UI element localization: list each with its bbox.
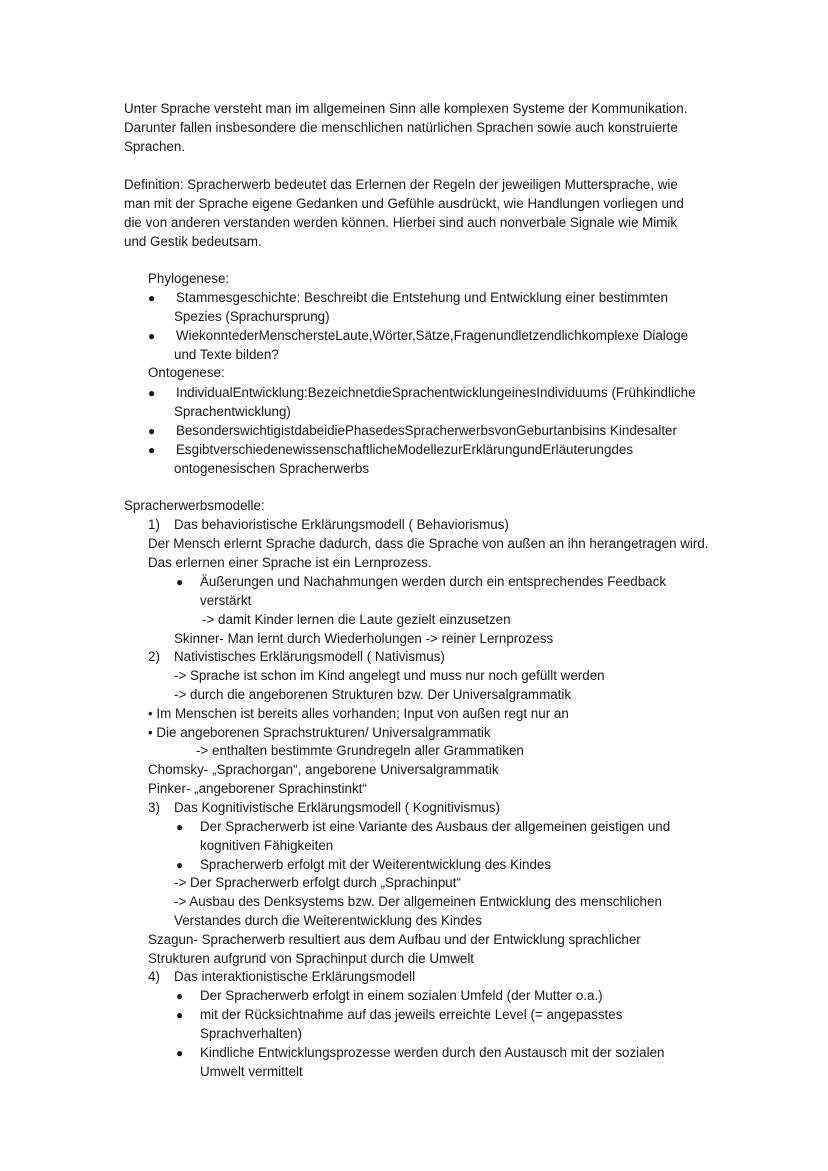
list-item: Spezies (Sprachursprung) (174, 309, 330, 324)
model-text: Chomsky- „Sprachorgan“, angeborene Universalgrammatik (148, 762, 499, 777)
bullet-icon: ● (148, 443, 156, 457)
bullet-icon: ● (176, 1008, 184, 1022)
list-item: mit der Rücksichtnahme auf das jeweils erreichte Level (= angepasstes (200, 1007, 623, 1022)
model-number: 3) (148, 800, 160, 815)
model-title: Das Kognitivistische Erklärungsmodell ( Kognitivismus) (174, 800, 500, 815)
list-item: verstärkt (200, 593, 252, 608)
list-item: Der Spracherwerb erfolgt in einem sozialen Umfeld (der Mutter o.a.) (200, 988, 603, 1003)
phylogenese-heading: Phylogenese: (148, 271, 230, 286)
bullet-icon: ● (148, 291, 156, 305)
model-text: Der Mensch erlernt Sprache dadurch, dass die Sprache von außen an ihn herangetragen wird. (148, 536, 709, 551)
list-item: IndividualEntwicklung:BezeichnetdieSprachentwicklungeinesIndividuums (Frühkindliche (176, 385, 696, 400)
list-item: und Texte bilden? (174, 347, 279, 362)
model-text: Pinker- „angeborener Sprachinstinkt“ (148, 781, 367, 796)
bullet-icon: ● (176, 575, 184, 589)
list-item: WiekonntederMenscherste​Laute,Wörter,Sätze,Fragenundletzendlichkomplexe Dialoge (176, 328, 689, 343)
list-item: EsgibtverschiedenewissenschaftlicheModellezurErklärungundErläuterungdes (176, 442, 634, 457)
list-item: • Die angeborenen Sprachstrukturen/ Universalgrammatik (148, 725, 491, 740)
arrow-note: -> damit Kinder lernen die Laute gezielt einzusetzen (202, 612, 511, 627)
model-text: Das erlernen einer Sprache ist ein Lernprozess. (148, 555, 432, 570)
arrow-note: Verstandes durch die Weiterentwicklung des Kindes (174, 913, 482, 928)
definition-line: man mit der Sprache eigene Gedanken und Gefühle ausdrückt, wie Handlungen vorliegen und (124, 196, 684, 211)
list-item: ontogenesischen Spracherwerbs (174, 461, 370, 476)
model-title: Das interaktionistische Erklärungsmodell (174, 969, 416, 984)
list-item: Äußerungen und Nachahmungen werden durch ein entsprechendes Feedback (200, 574, 667, 589)
bullet-icon: ● (176, 820, 184, 834)
bullet-icon: ● (176, 1046, 184, 1060)
model-number: 4) (148, 969, 160, 984)
list-item: kognitiven Fähigkeiten (200, 838, 334, 853)
bullet-icon: ● (176, 858, 184, 872)
definition-line: Definition: Spracherwerb bedeutet das Erlernen der Regeln der jeweiligen Muttersprache, wie (124, 177, 678, 192)
arrow-note: -> durch die angeborenen Strukturen bzw. Der Universalgrammatik (174, 687, 572, 702)
list-item: BesonderswichtigistdabeidiePhasedesSpracherwerbsvonGeburtanbisins Kindesalter (176, 423, 677, 438)
bullet-icon: ● (148, 386, 156, 400)
definition-line: und Gestik bedeutsam. (124, 234, 262, 249)
model-text: Strukturen aufgrund von Sprachinput durch die Umwelt (148, 951, 475, 966)
list-item: Umwelt vermittelt (200, 1064, 303, 1079)
list-item: Kindliche Entwicklungsprozesse werden durch den Austausch mit der sozialen (200, 1045, 665, 1060)
list-item: Sprachverhalten) (200, 1026, 302, 1041)
bullet-icon: ● (176, 989, 184, 1003)
intro-line: Darunter fallen insbesondere die menschlichen natürlichen Sprachen sowie auch konstruierte (124, 120, 678, 135)
models-heading: Spracherwerbsmodelle: (124, 498, 265, 513)
model-text: Skinner- Man lernt durch Wiederholungen -> reiner Lernprozess (174, 631, 554, 646)
definition-line: die von anderen verstanden werden können. Hierbei sind auch nonverbale Signale wie Mimik (124, 215, 678, 230)
bullet-icon: ● (148, 329, 156, 343)
list-item: Sprachentwicklung) (174, 404, 291, 419)
model-title: Nativistisches Erklärungsmodell ( Nativismus) (174, 649, 445, 664)
arrow-note: -> Der Spracherwerb erfolgt durch „Sprachinput“ (174, 875, 461, 890)
list-item: • Im Menschen ist bereits alles vorhanden; Input von außen regt nur an (148, 706, 569, 721)
model-title: Das behavioristische Erklärungsmodell ( Behaviorismus) (174, 517, 509, 532)
model-text: Szagun- Spracherwerb resultiert aus dem Aufbau und der Entwicklung sprachlicher (148, 932, 641, 947)
list-item: Der Spracherwerb ist eine Variante des Ausbaus der allgemeinen geistigen und (200, 819, 671, 834)
intro-line: Sprachen. (124, 139, 186, 154)
ontogenese-heading: Ontogenese: (148, 365, 225, 380)
list-item: Stammesgeschichte: Beschreibt die Entstehung und Entwicklung einer bestimmten (176, 290, 668, 305)
model-number: 2) (148, 649, 160, 664)
arrow-note: -> Sprache ist schon im Kind angelegt und muss nur noch gefüllt werden (174, 668, 605, 683)
arrow-note: -> Ausbau des Denksystems bzw. Der allgemeinen Entwicklung des menschlichen (174, 894, 662, 909)
bullet-icon: ● (148, 424, 156, 438)
arrow-note: -> enthalten bestimmte Grundregeln aller Grammatiken (196, 743, 524, 758)
intro-line: Unter Sprache versteht man im allgemeinen Sinn alle komplexen Systeme der Kommunikation. (124, 101, 688, 116)
model-number: 1) (148, 517, 160, 532)
list-item: Spracherwerb erfolgt mit der Weiterentwicklung des Kindes (200, 857, 552, 872)
